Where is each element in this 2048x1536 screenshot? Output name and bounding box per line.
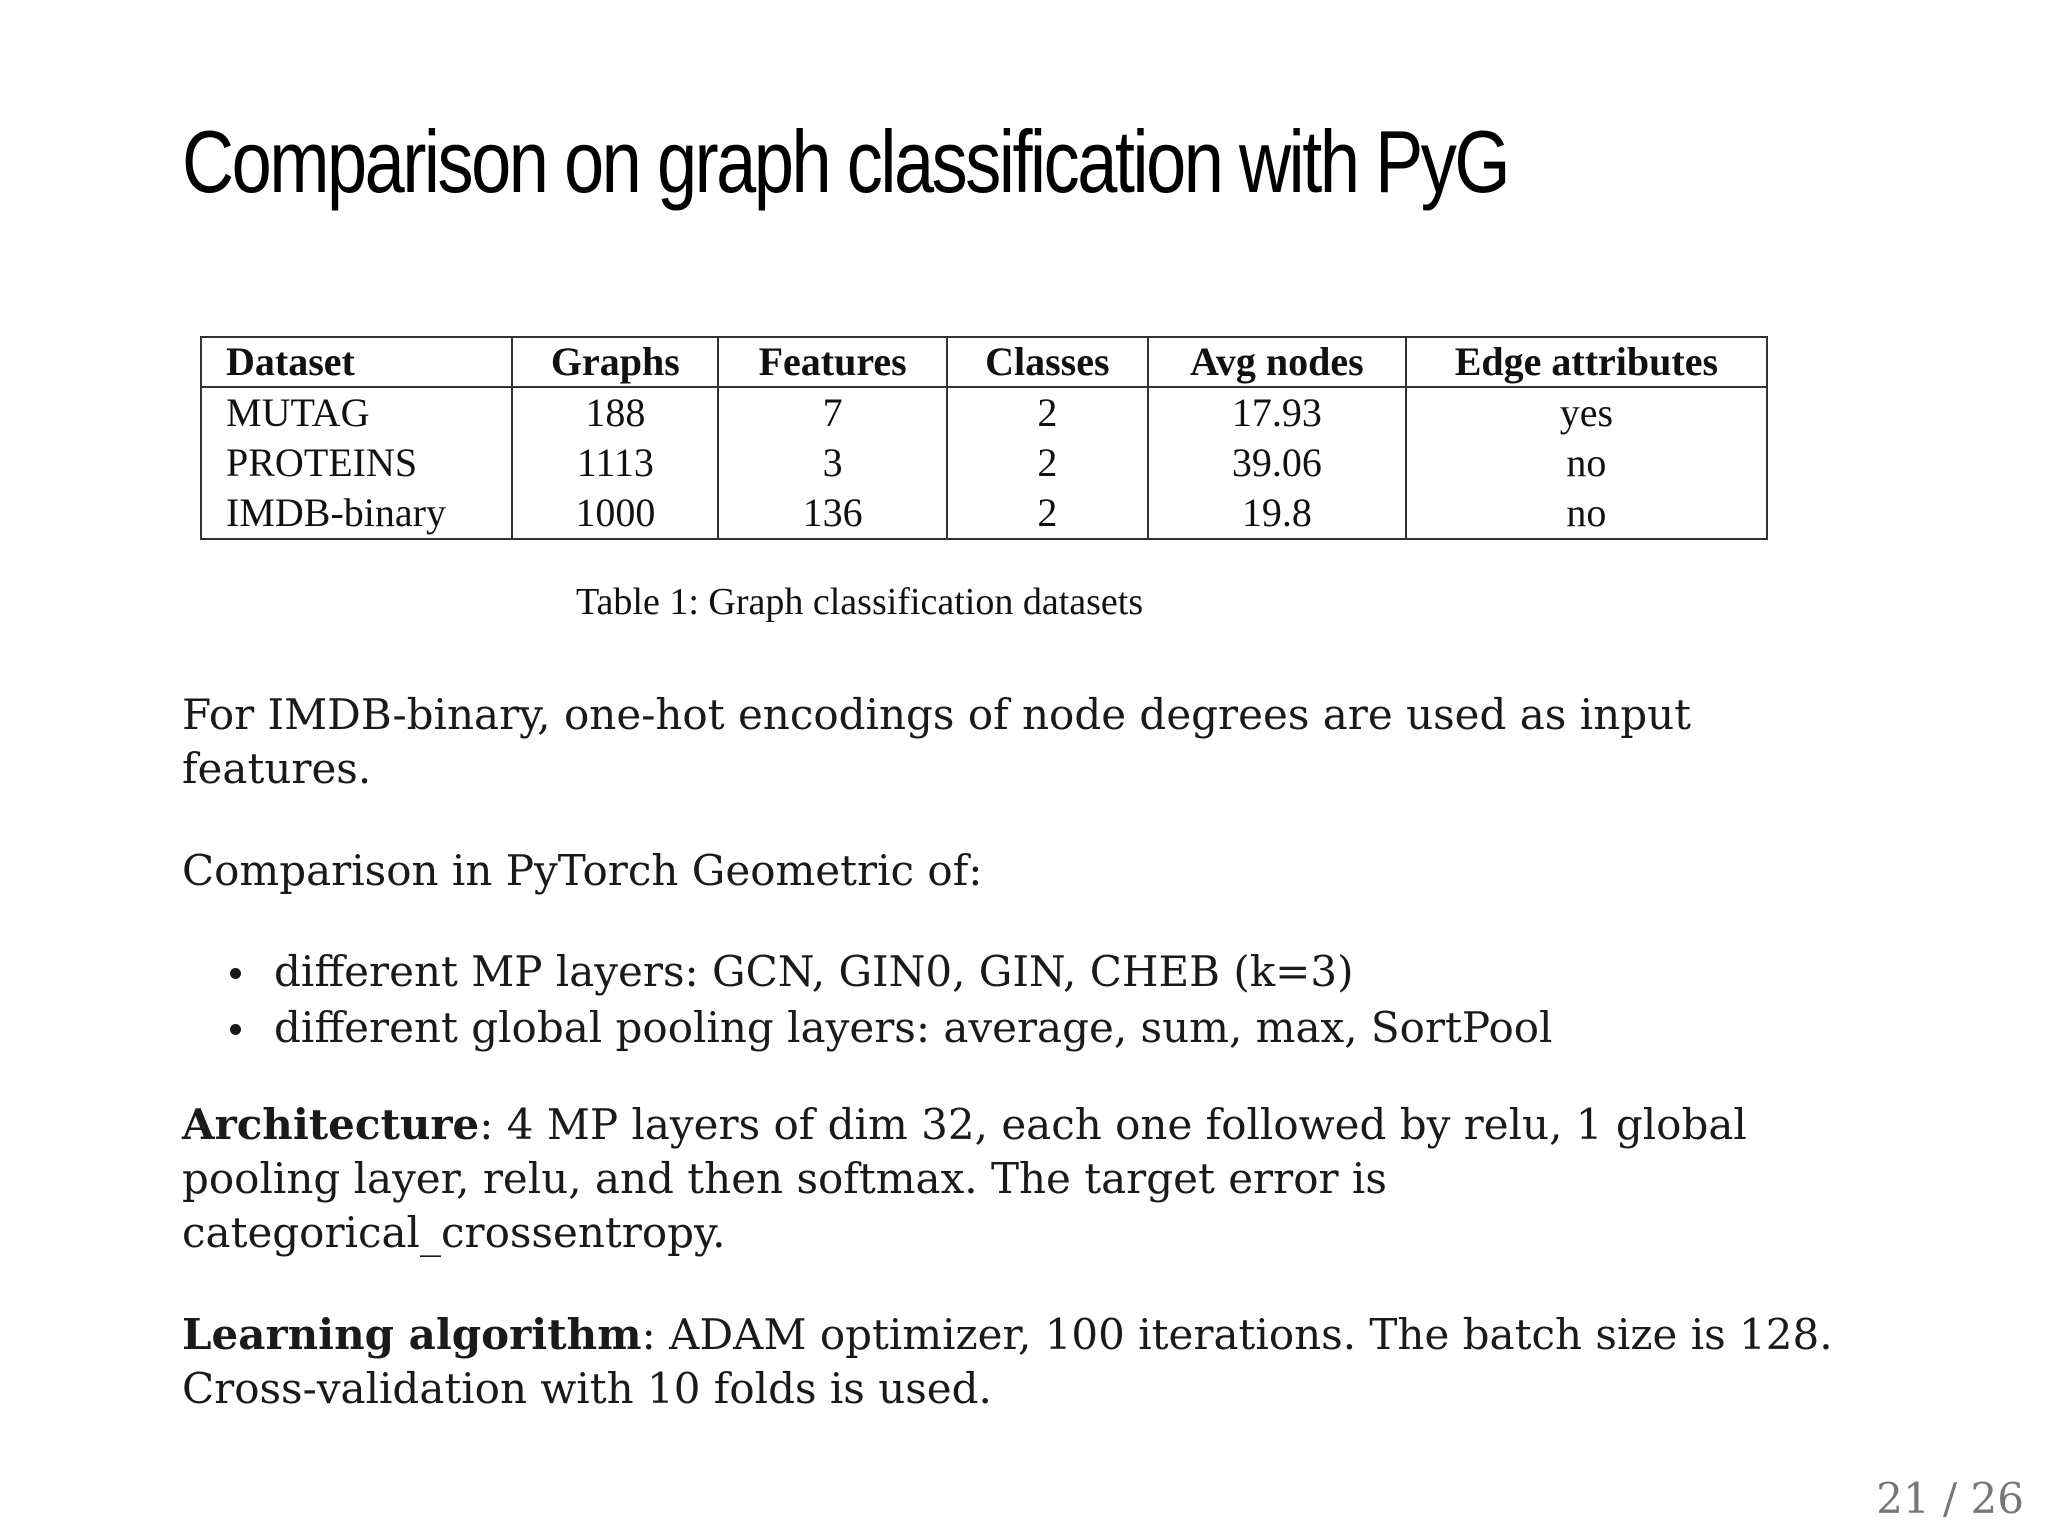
table-cell: 19.8: [1148, 488, 1406, 539]
table-header-cell: Classes: [947, 337, 1148, 387]
table-cell: PROTEINS: [201, 438, 512, 488]
list-item: [182, 1000, 1552, 1056]
table-cell: 3: [718, 438, 946, 488]
table-header-cell: Dataset: [201, 337, 512, 387]
slide-title: Comparison on graph classification with PyG: [182, 112, 1509, 211]
table-cell: 2: [947, 438, 1148, 488]
table-cell: 188: [512, 387, 718, 438]
table-cell: no: [1406, 488, 1767, 539]
learning-algorithm-label: Learning algorithm: [182, 1310, 642, 1359]
datasets-table-figure: [200, 336, 1768, 540]
table-header-cell: Graphs: [512, 337, 718, 387]
architecture-paragraph: [182, 1098, 1862, 1260]
table-header-cell: Avg nodes: [1148, 337, 1406, 387]
comparison-intro-paragraph: Comparison in PyTorch Geometric of:: [182, 846, 983, 895]
table-cell: 17.93: [1148, 387, 1406, 438]
architecture-label: Architecture: [182, 1100, 480, 1149]
table-cell: 136: [718, 488, 946, 539]
table-cell: 2: [947, 387, 1148, 438]
learning-algorithm-paragraph: [182, 1308, 1862, 1416]
table-cell: 7: [718, 387, 946, 438]
table-cell: 1000: [512, 488, 718, 539]
table-cell: 1113: [512, 438, 718, 488]
datasets-table: [200, 336, 1768, 540]
table-cell: 39.06: [1148, 438, 1406, 488]
imdb-note-paragraph: For IMDB-binary, one-hot encodings of node degrees are used as input features.: [182, 690, 1692, 793]
table-caption: Table 1: Graph classification datasets: [576, 581, 1144, 623]
list-item-text: different global pooling layers: average, sum, max, SortPool: [274, 1003, 1553, 1052]
architecture-text: : 4 MP layers of dim 32, each one followed by relu, 1 global pooling layer, relu, and then softmax. The target error is categorical_crossentropy.: [182, 1100, 1747, 1257]
table-row: [201, 488, 1767, 539]
comparison-bullet-list: [182, 944, 1552, 1056]
table-cell: MUTAG: [201, 387, 512, 438]
list-item: [182, 944, 1552, 1000]
table-cell: 2: [947, 488, 1148, 539]
table-cell: no: [1406, 438, 1767, 488]
table-cell: yes: [1406, 387, 1767, 438]
list-item-text: different MP layers: GCN, GIN0, GIN, CHEB (k=3): [274, 947, 1354, 996]
bullet-dot-icon: [230, 968, 241, 979]
table-header-row: [201, 337, 1767, 387]
learning-algorithm-text: : ADAM optimizer, 100 iterations. The batch size is 128. Cross-validation with 10 folds is used.: [182, 1310, 1833, 1413]
table-cell: IMDB-binary: [201, 488, 512, 539]
table-header-cell: Features: [718, 337, 946, 387]
table-row: [201, 387, 1767, 438]
table-header-cell: Edge attributes: [1406, 337, 1767, 387]
bullet-dot-icon: [230, 1024, 241, 1035]
page-number: 21 / 26: [1876, 1474, 2024, 1523]
table-row: [201, 438, 1767, 488]
